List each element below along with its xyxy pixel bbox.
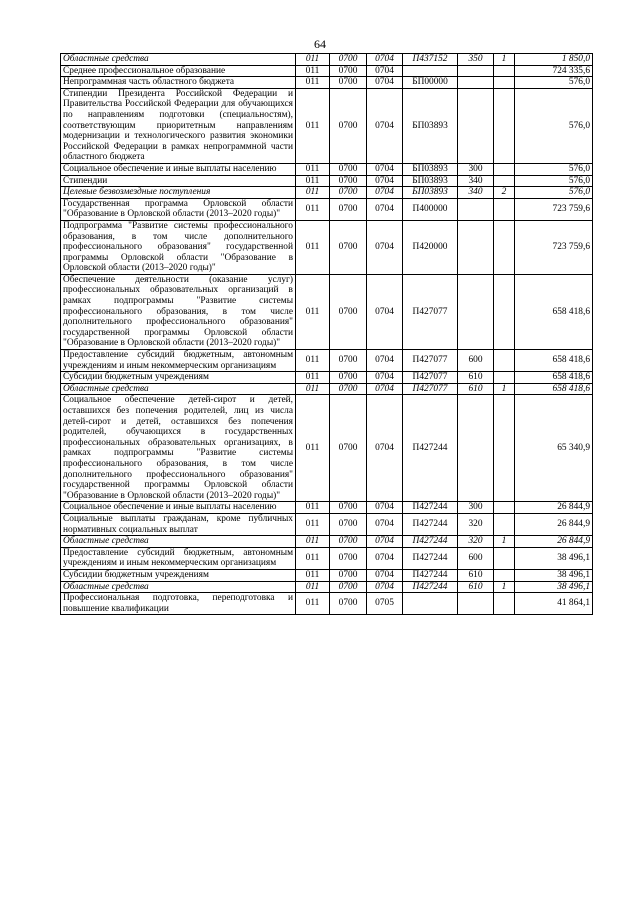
row-name: Подпрограмма "Развитие системы профессионального образования, в том числе дополнительного профессионального образования" государственной программы Орловской области "Образование в Орловской области (2013–2020 годы)" bbox=[61, 220, 296, 274]
expense-type-code: 340 bbox=[458, 175, 494, 187]
target-article-code: П427077 bbox=[403, 383, 458, 395]
expense-type-code: 320 bbox=[458, 513, 494, 535]
funding-source-code bbox=[494, 175, 515, 187]
table-row bbox=[61, 88, 593, 163]
subsection-code: 0704 bbox=[367, 383, 403, 395]
dept-code: 011 bbox=[296, 187, 330, 199]
amount: 38 496,1 bbox=[515, 581, 593, 593]
subsection-code: 0704 bbox=[367, 65, 403, 77]
section-code: 0700 bbox=[330, 536, 367, 548]
subsection-code: 0704 bbox=[367, 581, 403, 593]
subsection-code: 0704 bbox=[367, 198, 403, 220]
table-row bbox=[61, 372, 593, 384]
target-article-code: П427244 bbox=[403, 536, 458, 548]
amount: 576,0 bbox=[515, 187, 593, 199]
row-name: Целевые безвозмездные поступления bbox=[61, 187, 296, 199]
table-row bbox=[61, 547, 593, 569]
funding-source-code: 1 bbox=[494, 536, 515, 548]
funding-source-code: 2 bbox=[494, 187, 515, 199]
section-code: 0700 bbox=[330, 77, 367, 89]
table-row bbox=[61, 77, 593, 89]
table-row bbox=[61, 395, 593, 502]
expense-type-code: 350 bbox=[458, 54, 494, 66]
expense-type-code: 300 bbox=[458, 163, 494, 175]
subsection-code: 0704 bbox=[367, 513, 403, 535]
table-row bbox=[61, 65, 593, 77]
amount: 26 844,9 bbox=[515, 502, 593, 514]
dept-code: 011 bbox=[296, 536, 330, 548]
page-number: 64 bbox=[314, 37, 326, 51]
expense-type-code bbox=[458, 88, 494, 163]
section-code: 0700 bbox=[330, 547, 367, 569]
funding-source-code bbox=[494, 569, 515, 581]
row-name: Социальное обеспечение и иные выплаты населению bbox=[61, 502, 296, 514]
dept-code: 011 bbox=[296, 65, 330, 77]
dept-code: 011 bbox=[296, 175, 330, 187]
row-name: Областные средства bbox=[61, 383, 296, 395]
funding-source-code bbox=[494, 547, 515, 569]
table-row bbox=[61, 163, 593, 175]
subsection-code: 0704 bbox=[367, 350, 403, 372]
dept-code: 011 bbox=[296, 274, 330, 349]
target-article-code: БП03893 bbox=[403, 187, 458, 199]
table-row bbox=[61, 513, 593, 535]
expense-type-code: 610 bbox=[458, 383, 494, 395]
dept-code: 011 bbox=[296, 220, 330, 274]
subsection-code: 0704 bbox=[367, 395, 403, 502]
subsection-code: 0704 bbox=[367, 274, 403, 349]
dept-code: 011 bbox=[296, 569, 330, 581]
funding-source-code bbox=[494, 372, 515, 384]
dept-code: 011 bbox=[296, 581, 330, 593]
row-name: Профессиональная подготовка, переподготовка и повышение квалификации bbox=[61, 593, 296, 615]
target-article-code: П420000 bbox=[403, 220, 458, 274]
section-code: 0700 bbox=[330, 187, 367, 199]
section-code: 0700 bbox=[330, 395, 367, 502]
dept-code: 011 bbox=[296, 513, 330, 535]
amount: 576,0 bbox=[515, 88, 593, 163]
subsection-code: 0704 bbox=[367, 175, 403, 187]
table-row bbox=[61, 383, 593, 395]
section-code: 0700 bbox=[330, 569, 367, 581]
table-row bbox=[61, 54, 593, 66]
amount: 724 335,6 bbox=[515, 65, 593, 77]
section-code: 0700 bbox=[330, 274, 367, 349]
expense-type-code bbox=[458, 593, 494, 615]
budget-table bbox=[60, 53, 593, 615]
subsection-code: 0704 bbox=[367, 372, 403, 384]
row-name: Государственная программа Орловской области "Образование в Орловской области (2013–2020 годы)" bbox=[61, 198, 296, 220]
target-article-code: БП03893 bbox=[403, 88, 458, 163]
subsection-code: 0704 bbox=[367, 220, 403, 274]
row-name: Стипендии Президента Российской Федерации и Правительства Российской Федерации для обучающихся по направлениям подготовки (специальностям), соответствующим приоритетным направлениям модернизации и технологического развития экономики Российской Федерации в рамках непрограммной части областного бюджета bbox=[61, 88, 296, 163]
dept-code: 011 bbox=[296, 593, 330, 615]
subsection-code: 0704 bbox=[367, 88, 403, 163]
table-row bbox=[61, 220, 593, 274]
section-code: 0700 bbox=[330, 502, 367, 514]
subsection-code: 0704 bbox=[367, 54, 403, 66]
amount: 658 418,6 bbox=[515, 372, 593, 384]
table-row bbox=[61, 187, 593, 199]
amount: 26 844,9 bbox=[515, 536, 593, 548]
subsection-code: 0704 bbox=[367, 569, 403, 581]
target-article-code: БП03893 bbox=[403, 163, 458, 175]
subsection-code: 0704 bbox=[367, 502, 403, 514]
amount: 1 850,0 bbox=[515, 54, 593, 66]
funding-source-code: 1 bbox=[494, 54, 515, 66]
row-name: Областные средства bbox=[61, 581, 296, 593]
amount: 65 340,9 bbox=[515, 395, 593, 502]
subsection-code: 0704 bbox=[367, 536, 403, 548]
target-article-code: П427077 bbox=[403, 372, 458, 384]
row-name: Областные средства bbox=[61, 54, 296, 66]
amount: 723 759,6 bbox=[515, 198, 593, 220]
amount: 26 844,9 bbox=[515, 513, 593, 535]
expense-type-code bbox=[458, 220, 494, 274]
funding-source-code bbox=[494, 274, 515, 349]
expense-type-code: 610 bbox=[458, 581, 494, 593]
section-code: 0700 bbox=[330, 581, 367, 593]
row-name: Субсидии бюджетным учреждениям bbox=[61, 569, 296, 581]
target-article-code: П427077 bbox=[403, 274, 458, 349]
expense-type-code: 610 bbox=[458, 569, 494, 581]
row-name: Субсидии бюджетным учреждениям bbox=[61, 372, 296, 384]
amount: 41 864,1 bbox=[515, 593, 593, 615]
section-code: 0700 bbox=[330, 593, 367, 615]
expense-type-code bbox=[458, 198, 494, 220]
target-article-code: П427244 bbox=[403, 502, 458, 514]
dept-code: 011 bbox=[296, 88, 330, 163]
dept-code: 011 bbox=[296, 54, 330, 66]
funding-source-code bbox=[494, 77, 515, 89]
dept-code: 011 bbox=[296, 350, 330, 372]
section-code: 0700 bbox=[330, 175, 367, 187]
funding-source-code: 1 bbox=[494, 383, 515, 395]
amount: 38 496,1 bbox=[515, 569, 593, 581]
table-row bbox=[61, 350, 593, 372]
dept-code: 011 bbox=[296, 372, 330, 384]
expense-type-code: 600 bbox=[458, 350, 494, 372]
expense-type-code: 600 bbox=[458, 547, 494, 569]
section-code: 0700 bbox=[330, 54, 367, 66]
subsection-code: 0704 bbox=[367, 163, 403, 175]
target-article-code bbox=[403, 65, 458, 77]
target-article-code: П427244 bbox=[403, 395, 458, 502]
row-name: Социальные выплаты гражданам, кроме публичных нормативных социальных выплат bbox=[61, 513, 296, 535]
amount: 658 418,6 bbox=[515, 350, 593, 372]
target-article-code: П400000 bbox=[403, 198, 458, 220]
table-row bbox=[61, 274, 593, 349]
section-code: 0700 bbox=[330, 65, 367, 77]
funding-source-code: 1 bbox=[494, 581, 515, 593]
expense-type-code bbox=[458, 77, 494, 89]
amount: 576,0 bbox=[515, 163, 593, 175]
expense-type-code bbox=[458, 395, 494, 502]
row-name: Стипендии bbox=[61, 175, 296, 187]
funding-source-code bbox=[494, 350, 515, 372]
funding-source-code bbox=[494, 163, 515, 175]
funding-source-code bbox=[494, 198, 515, 220]
expense-type-code: 610 bbox=[458, 372, 494, 384]
expense-type-code bbox=[458, 65, 494, 77]
amount: 658 418,6 bbox=[515, 274, 593, 349]
table-row bbox=[61, 502, 593, 514]
dept-code: 011 bbox=[296, 163, 330, 175]
funding-source-code bbox=[494, 513, 515, 535]
target-article-code: П427244 bbox=[403, 547, 458, 569]
expense-type-code: 320 bbox=[458, 536, 494, 548]
section-code: 0700 bbox=[330, 513, 367, 535]
funding-source-code bbox=[494, 88, 515, 163]
section-code: 0700 bbox=[330, 383, 367, 395]
row-name: Социальное обеспечение детей-сирот и детей, оставшихся без попечения родителей, лиц из числа детей-сирот и детей, оставшихся без попечения родителей, обучающихся в государственных профессиональных образовательных организациях, в рамках подпрограммы "Развитие системы профессионального образования, в том числе дополнительного профессионального образования" государственной программы Орловской области "Образование в Орловской области (2013–2020 годы)" bbox=[61, 395, 296, 502]
table-row bbox=[61, 581, 593, 593]
dept-code: 011 bbox=[296, 198, 330, 220]
row-name: Среднее профессиональное образование bbox=[61, 65, 296, 77]
expense-type-code bbox=[458, 274, 494, 349]
target-article-code: П427244 bbox=[403, 569, 458, 581]
funding-source-code bbox=[494, 502, 515, 514]
funding-source-code bbox=[494, 593, 515, 615]
target-article-code: П437152 bbox=[403, 54, 458, 66]
table-row bbox=[61, 593, 593, 615]
row-name: Социальное обеспечение и иные выплаты населению bbox=[61, 163, 296, 175]
target-article-code: П427077 bbox=[403, 350, 458, 372]
row-name: Предоставление субсидий бюджетным, автономным учреждениям и иным некоммерческим организациям bbox=[61, 350, 296, 372]
subsection-code: 0704 bbox=[367, 187, 403, 199]
amount: 576,0 bbox=[515, 175, 593, 187]
row-name: Областные средства bbox=[61, 536, 296, 548]
section-code: 0700 bbox=[330, 220, 367, 274]
funding-source-code bbox=[494, 65, 515, 77]
table-row bbox=[61, 569, 593, 581]
dept-code: 011 bbox=[296, 383, 330, 395]
amount: 723 759,6 bbox=[515, 220, 593, 274]
section-code: 0700 bbox=[330, 88, 367, 163]
dept-code: 011 bbox=[296, 502, 330, 514]
funding-source-code bbox=[494, 220, 515, 274]
funding-source-code bbox=[494, 395, 515, 502]
table-row bbox=[61, 198, 593, 220]
section-code: 0700 bbox=[330, 372, 367, 384]
target-article-code: БП03893 bbox=[403, 175, 458, 187]
dept-code: 011 bbox=[296, 547, 330, 569]
target-article-code: П427244 bbox=[403, 513, 458, 535]
row-name: Обеспечение деятельности (оказание услуг) профессиональных образовательных организаций в рамках подпрограммы "Развитие системы профессионального образования, в том числе дополнительного профессионального образования" государственной программы Орловской области "Образование в Орловской области (2013–2020 годы)" bbox=[61, 274, 296, 349]
table-row bbox=[61, 175, 593, 187]
section-code: 0700 bbox=[330, 350, 367, 372]
expense-type-code: 300 bbox=[458, 502, 494, 514]
amount: 576,0 bbox=[515, 77, 593, 89]
row-name: Предоставление субсидий бюджетным, автономным учреждениям и иным некоммерческим организациям bbox=[61, 547, 296, 569]
subsection-code: 0705 bbox=[367, 593, 403, 615]
section-code: 0700 bbox=[330, 198, 367, 220]
target-article-code: БП00000 bbox=[403, 77, 458, 89]
dept-code: 011 bbox=[296, 395, 330, 502]
subsection-code: 0704 bbox=[367, 547, 403, 569]
dept-code: 011 bbox=[296, 77, 330, 89]
row-name: Непрограммная часть областного бюджета bbox=[61, 77, 296, 89]
target-article-code: П427244 bbox=[403, 581, 458, 593]
target-article-code bbox=[403, 593, 458, 615]
amount: 658 418,6 bbox=[515, 383, 593, 395]
expense-type-code: 340 bbox=[458, 187, 494, 199]
budget-table-body bbox=[61, 54, 593, 615]
amount: 38 496,1 bbox=[515, 547, 593, 569]
section-code: 0700 bbox=[330, 163, 367, 175]
table-row bbox=[61, 536, 593, 548]
subsection-code: 0704 bbox=[367, 77, 403, 89]
